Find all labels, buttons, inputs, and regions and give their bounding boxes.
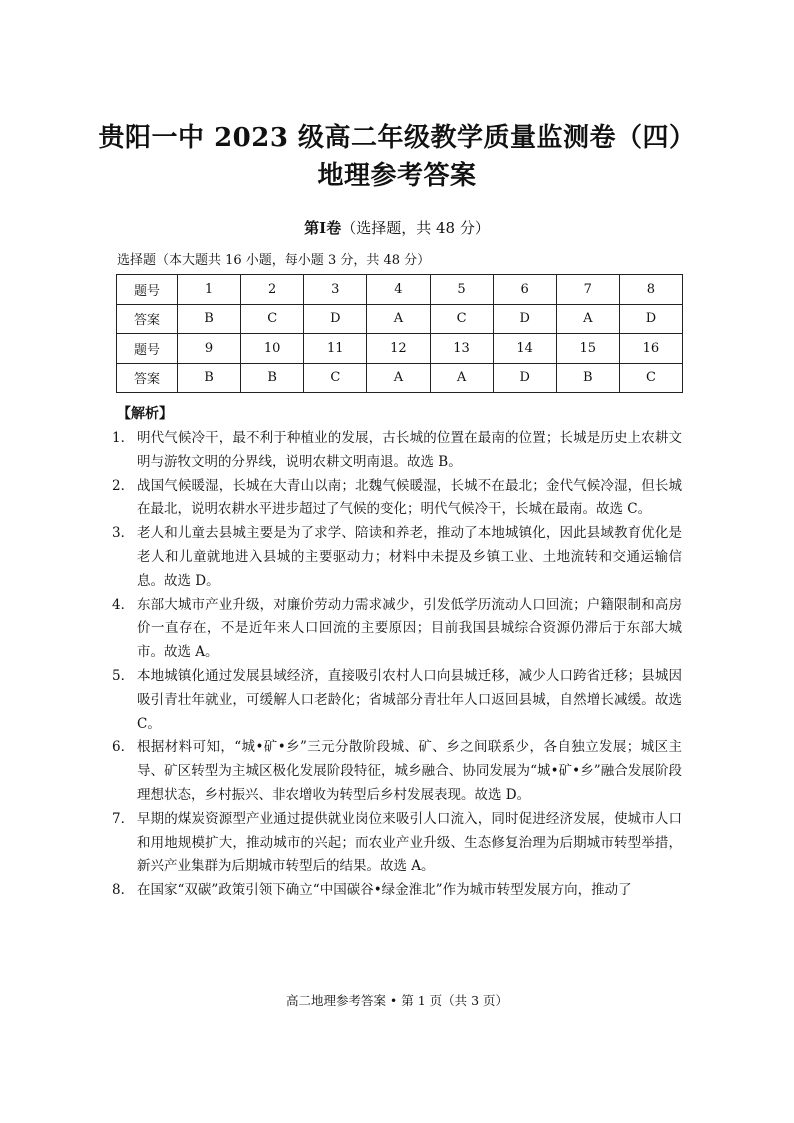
list-item [112,808,682,879]
table-cell: 16 [619,334,682,364]
table-cell: A [430,363,493,393]
table-cell: D [493,304,556,334]
page-footer: 高二地理参考答案 • 第 1 页（共 3 页） [285,993,509,1008]
item-number: 2． [112,477,135,494]
list-item [112,736,682,807]
table-cell: D [304,304,367,334]
item-number: 6． [112,739,135,756]
table-cell: C [304,363,367,393]
row-label: 答案 [117,304,178,334]
table-row [117,363,683,393]
table-cell: 13 [430,334,493,364]
table-cell: 2 [241,275,304,305]
table-cell: 5 [430,275,493,305]
page-subtitle: 地理参考答案 [317,161,477,191]
item-text: 本地城镇化通过发展县域经济，直接吸引农村人口向县城迁移，减少人口跨省迁移；县城因吸引青壮年就业，可缓解人口老龄化；省城部分青壮年人口返回县城，自然增长减缓。故选 C。 [137,667,682,732]
table-cell: D [619,304,682,334]
table-cell: A [367,363,430,393]
item-text: 老人和儿童去县城主要是为了求学、陪读和养老，推动了本地城镇化，因此县域教育优化是老人和儿童就地进入县城的主要驱动力；材料中未提及乡镇工业、土地流转和交通运输信息。故选 D。 [137,525,682,589]
table-cell: A [367,304,430,334]
table-cell: 9 [178,334,241,364]
analysis-list [112,427,682,903]
table-cell: 6 [493,275,556,305]
item-number: 3． [112,525,135,542]
list-item [112,522,682,593]
section-title [0,217,794,238]
item-number: 5． [112,667,135,684]
table-cell: 7 [556,275,619,305]
table-cell: A [556,304,619,334]
analysis-heading: 【解析】 [117,406,173,422]
item-text: 明代气候冷干，最不利于种植业的发展，古长城的位置在最南的位置；长城是历史上农耕文明与游牧文明的分界线，说明农耕文明南退。故选 B。 [137,430,682,470]
choice-intro: 选择题（本大题共 16 小题，每小题 3 分，共 48 分） [117,253,431,268]
list-item [112,879,682,903]
row-label: 题号 [117,275,178,305]
item-text: 战国气候暖湿，长城在大青山以南；北魏气候暖湿，长城不在最北；金代气候冷湿，但长城在最北，说明农耕水平进步超过了气候的变化；明代气候冷干，长城在最南。故选 C。 [137,477,682,518]
table-cell: B [178,363,241,393]
table-cell: 10 [241,334,304,364]
table-cell: C [241,304,304,334]
list-item [112,427,682,475]
answer-table [116,274,683,393]
item-number: 1． [112,430,135,446]
page-title: 贵阳一中 2023 级高二年级教学质量监测卷（四） [98,123,696,153]
table-cell: 14 [493,334,556,364]
item-number: 4． [112,596,135,613]
table-row [117,304,683,334]
table-cell: C [430,304,493,334]
section-title-bold: 第Ⅰ卷 [304,219,342,237]
section-title-rest: （选择题，共 48 分） [341,219,490,237]
table-cell: 8 [619,275,682,305]
table-cell: 15 [556,334,619,364]
table-cell: C [619,363,682,393]
table-row [117,275,683,305]
table-cell: D [493,363,556,393]
list-item [112,665,682,736]
item-text: 在国家“双碳”政策引领下确立“中国碳谷•绿金淮北”作为城市转型发展方向，推动了 [137,882,632,899]
row-label: 题号 [117,334,178,364]
item-text: 东部大城市产业升级，对廉价劳动力需求减少，引发低学历流动人口回流；户籍限制和高房价一直存在，不是近年来人口回流的主要原因；目前我国县城综合资源仍滞后于东部大城市。故选 A。 [137,596,682,661]
list-item [112,594,682,665]
item-number: 7． [112,810,135,827]
table-cell: 1 [178,275,241,305]
table-cell: 4 [367,275,430,305]
row-label: 答案 [117,363,178,393]
table-cell: B [556,363,619,393]
table-cell: B [178,304,241,334]
item-text: 早期的煤炭资源型产业通过提供就业岗位来吸引人口流入，同时促进经济发展，使城市人口和用地规模扩大，推动城市的兴起；而农业产业升级、生态修复治理为后期城市转型举措，新兴产业集群为后期城市转型后的结果。故选 A。 [137,810,682,875]
item-text: 根据材料可知，“城•矿•乡”三元分散阶段城、矿、乡之间联系少，各自独立发展；城区主导、矿区转型为主城区极化发展阶段特征，城乡融合、协同发展为“城•矿•乡”融合发展阶段理想状态，乡村振兴、非农增收为转型后乡村发展表现。故选 D。 [137,739,682,803]
table-cell: B [241,363,304,393]
list-item [112,475,682,523]
table-cell: 11 [304,334,367,364]
table-cell: 3 [304,275,367,305]
table-cell: 12 [367,334,430,364]
item-number: 8． [112,882,135,899]
table-row [117,334,683,364]
